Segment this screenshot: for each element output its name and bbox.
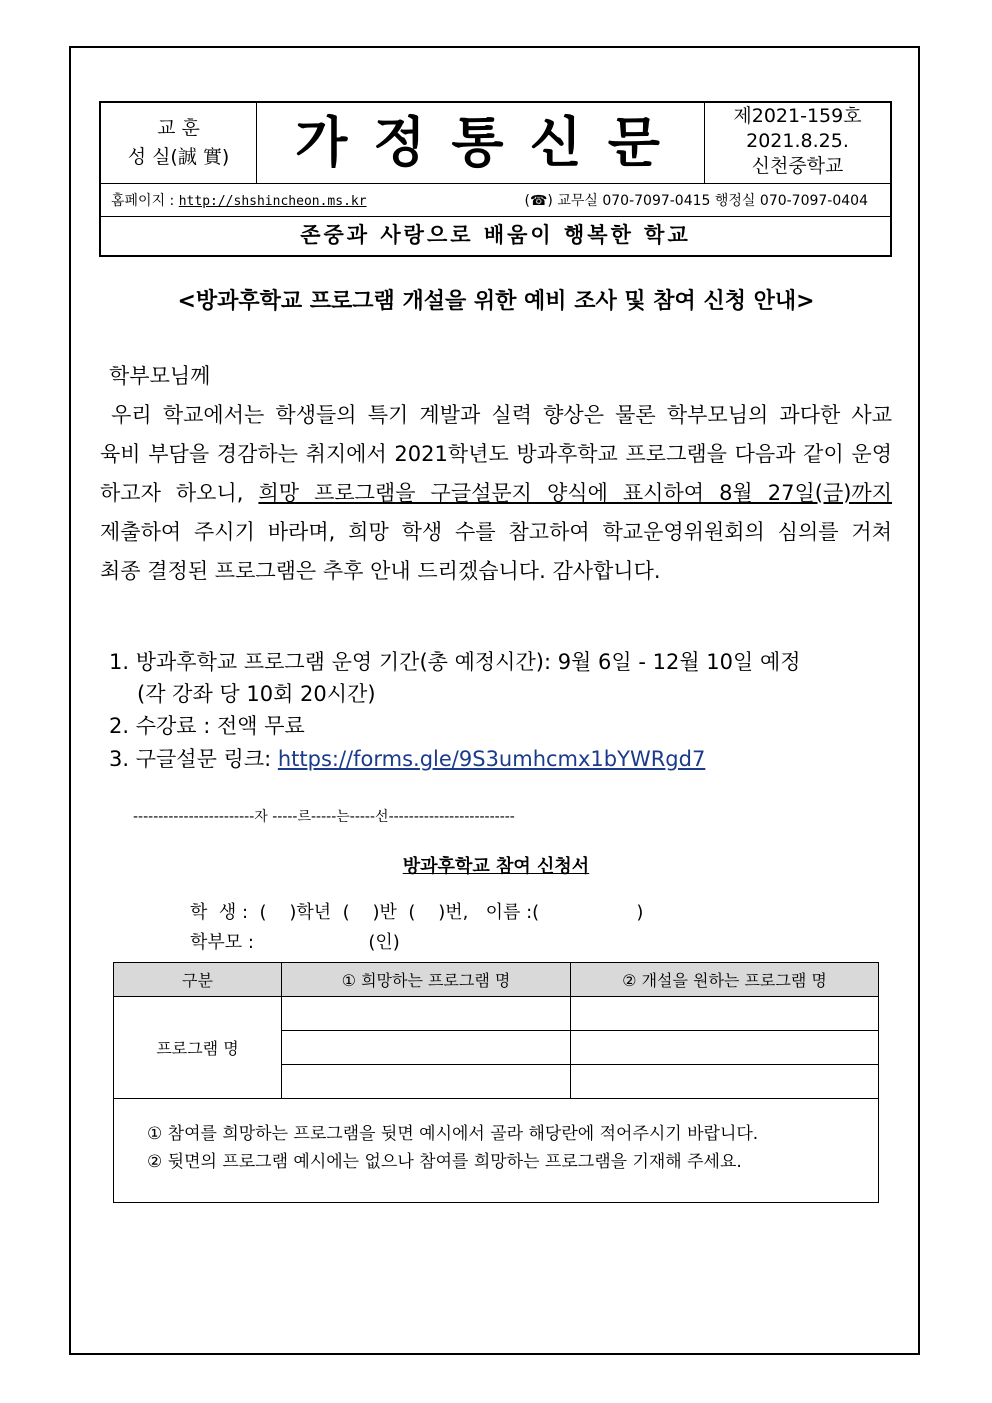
col-wish-program: ① 희망하는 프로그램 명 [282,963,571,997]
wish-program-cell[interactable] [282,997,571,1031]
deadline-notice: 희망 프로그램을 구글설문지 양식에 표시하여 8월 27일(금)까지 [258,481,892,505]
info-item-3 [109,743,705,775]
col-open-program: ② 개설을 원하는 프로그램 명 [571,963,879,997]
homepage [111,190,367,210]
paragraph-line-text: 우리 학교에서는 학생들의 특기 계발과 실력 향상은 물론 학부모님의 과다한 사교 [111,403,892,427]
note-2: ② 뒷면의 프로그램 예시에는 없으나 참여를 희망하는 프로그램을 기재해 주세요. [147,1152,742,1172]
info-item-1-sub: (각 강좌 당 10회 20시간) [137,682,376,706]
col-category: 구분 [114,963,282,997]
paragraph-line-text: 하고자 하오니, [100,481,259,505]
form-title [0,852,992,878]
form-title-text: 방과후학교 참여 신청서 [402,856,590,877]
wish-program-cell[interactable] [282,1031,571,1065]
info-item-1: 1. 방과후학교 프로그램 운영 기간(총 예정시간): 9월 6일 - 12월 10일 예정 [109,650,801,674]
student-info-field[interactable]: 학 생 : ( )학년 ( )반 ( )번, 이름 :( ) [190,902,644,923]
homepage-label: 홈페이지 : [111,193,175,209]
paragraph-line [100,396,892,435]
survey-link-label: 3. 구글설문 링크: [109,747,278,771]
phone-numbers: (☎) 교무실 070-7097-0415 행정실 070-7097-0404 [524,193,868,209]
homepage-link[interactable]: http://shshincheon.ms.kr [178,194,367,209]
program-table [113,962,879,1099]
row-label: 프로그램 명 [114,997,282,1099]
school-slogan: 존중과 사랑으로 배움이 행복한 학교 [300,223,691,247]
parent-signature-field[interactable]: 학부모 : (인) [190,932,400,953]
document-title: <방과후학교 프로그램 개설을 위한 예비 조사 및 참여 신청 안내> [177,289,815,314]
cut-line: ------------------------자 -----르-----는-----선------------------------- [133,809,515,825]
main-paragraph [100,396,892,591]
newsletter-header [99,101,892,257]
paragraph-line [100,474,892,513]
form-notes [113,1092,879,1203]
motto-value: 성 실(誠 實) [127,146,230,168]
open-program-cell[interactable] [571,997,879,1031]
header-top-row [101,103,890,184]
header-contact-row [101,183,890,217]
motto-label: 교 훈 [157,117,200,139]
paragraph-line: 육비 부담을 경감하는 취지에서 2021학년도 방과후학교 프로그램을 다음과 같이 운영 [100,442,892,466]
table-header-row [114,963,879,997]
school-name: 신천중학교 [751,155,844,177]
paragraph-line: 최종 결정된 프로그램은 추후 안내 드리겠습니다. 감사합니다. [100,559,661,583]
info-item-2: 2. 수강료 : 전액 무료 [109,714,305,738]
issue-date: 2021.8.25. [746,130,849,152]
newsletter-title: 가정통신문 [257,103,705,183]
header-slogan-row [101,216,890,255]
paragraph-line: 제출하여 주시기 바라며, 희망 학생 수를 참고하여 학교운영위원회의 심의를 거쳐 [100,520,892,544]
open-program-cell[interactable] [571,1031,879,1065]
school-motto [101,103,257,183]
table-row [114,997,879,1031]
greeting: 학부모님께 [109,364,211,388]
note-1: ① 참여를 희망하는 프로그램을 뒷면 예시에서 골라 해당란에 적어주시기 바랍니다. [147,1124,759,1144]
issue-number: 제2021-159호 [733,105,862,127]
issue-info [705,103,890,184]
survey-link[interactable]: https://forms.gle/9S3umhcmx1bYWRgd7 [277,747,706,771]
